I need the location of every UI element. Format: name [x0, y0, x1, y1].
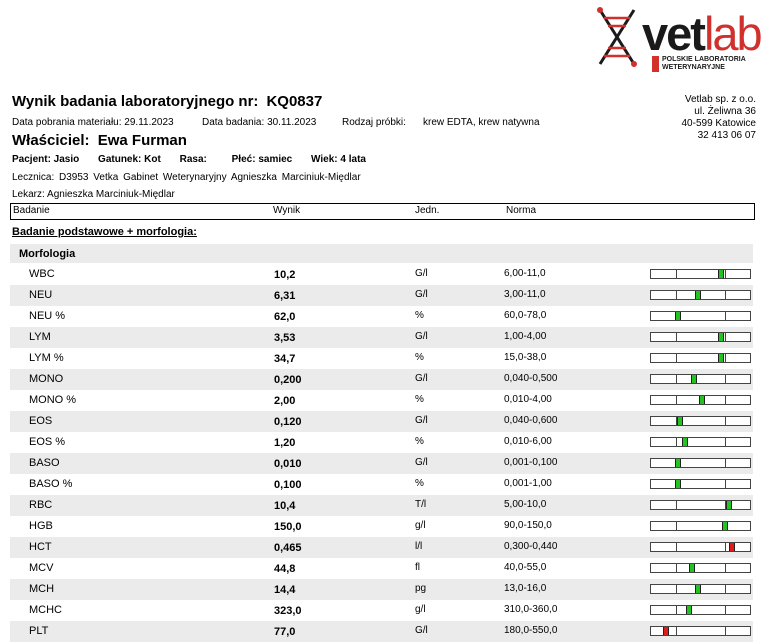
test-unit: fl [415, 562, 420, 573]
test-unit: % [415, 352, 424, 363]
logo-wordmark: vetlab [642, 7, 761, 60]
test-name: BASO [29, 457, 60, 469]
test-value: 0,100 [274, 479, 302, 491]
range-indicator [650, 626, 751, 636]
test-value: 2,00 [274, 395, 296, 407]
test-norm: 60,0-78,0 [504, 310, 547, 321]
result-marker [718, 333, 724, 341]
test-value: 0,465 [274, 542, 302, 554]
table-row [10, 600, 753, 621]
range-indicator [650, 311, 751, 321]
test-unit: G/l [415, 415, 428, 426]
test-unit: pg [415, 583, 427, 594]
test-norm: 6,00-11,0 [504, 268, 546, 279]
range-limit-tick [676, 585, 677, 593]
range-limit-tick [676, 291, 677, 299]
column-unit: Jedn. [415, 205, 440, 216]
report-title: Wynik badania laboratoryjnego nr: KQ0837 [12, 93, 323, 110]
owner-field: Właściciel: Ewa Furman [12, 132, 187, 149]
sample-type-label: Rodzaj próbki: [342, 117, 406, 128]
test-unit: % [415, 310, 424, 321]
range-limit-tick [676, 543, 677, 551]
test-name: HGB [29, 520, 53, 532]
test-value: 34,7 [274, 353, 296, 365]
test-unit: g/l [415, 604, 426, 615]
test-norm: 180,0-550,0 [504, 625, 558, 636]
test-name: PLT [29, 625, 49, 637]
range-indicator [650, 542, 751, 552]
range-indicator [650, 437, 751, 447]
test-norm: 0,300-0,440 [504, 541, 558, 552]
range-limit-tick [725, 627, 726, 635]
test-name: EOS % [29, 436, 66, 448]
range-indicator [650, 521, 751, 531]
table-row [10, 453, 753, 474]
patient-species: Gatunek: Kot [98, 154, 161, 165]
test-unit: G/l [415, 331, 428, 342]
range-limit-tick [725, 585, 726, 593]
test-value: 3,53 [274, 332, 296, 344]
test-unit: G/l [415, 289, 428, 300]
result-marker [722, 522, 728, 530]
test-norm: 40,0-55,0 [504, 562, 547, 573]
group-header: Morfologia [10, 244, 753, 263]
range-limit-tick [676, 438, 677, 446]
test-norm: 0,001-1,00 [504, 478, 552, 489]
range-limit-tick [676, 333, 677, 341]
result-marker [695, 585, 701, 593]
table-row [10, 285, 753, 306]
test-unit: % [415, 436, 424, 447]
range-limit-tick [725, 333, 726, 341]
test-norm: 0,010-4,00 [504, 394, 552, 405]
test-unit: G/l [415, 268, 428, 279]
table-row [10, 348, 753, 369]
test-name: MONO [29, 373, 64, 385]
test-name: RBC [29, 499, 53, 511]
patient-info [12, 154, 382, 165]
result-marker [718, 270, 724, 278]
table-row [10, 558, 753, 579]
test-value: 44,8 [274, 563, 296, 575]
result-marker [675, 459, 681, 467]
result-marker [682, 438, 688, 446]
range-limit-tick [725, 417, 726, 425]
range-indicator [650, 479, 751, 489]
table-row [10, 411, 753, 432]
table-row [10, 306, 753, 327]
range-limit-tick [676, 375, 677, 383]
table-row [10, 474, 753, 495]
table-row [10, 264, 753, 285]
result-marker [691, 375, 697, 383]
range-indicator [650, 374, 751, 384]
test-value: 0,010 [274, 458, 302, 470]
result-marker [729, 543, 735, 551]
range-limit-tick [725, 396, 726, 404]
test-name: MCHC [29, 604, 62, 616]
range-limit-tick [725, 606, 726, 614]
range-indicator [650, 395, 751, 405]
result-marker [689, 564, 695, 572]
result-marker [675, 480, 681, 488]
test-value: 323,0 [274, 605, 302, 617]
patient-age: Wiek: 4 lata [311, 154, 366, 165]
range-limit-tick [725, 375, 726, 383]
range-indicator [650, 332, 751, 342]
result-marker [726, 501, 732, 509]
table-row [10, 327, 753, 348]
test-norm: 15,0-38,0 [504, 352, 547, 363]
range-limit-tick [676, 606, 677, 614]
range-limit-tick [676, 396, 677, 404]
test-name: LYM % [29, 352, 64, 364]
test-value: 62,0 [274, 311, 296, 323]
test-unit: % [415, 394, 424, 405]
section-title: Badanie podstawowe + morfologia: [12, 226, 197, 238]
collection-date-field: Data pobrania materiału: 29.11.2023 [12, 117, 174, 128]
result-marker [663, 627, 669, 635]
result-marker [695, 291, 701, 299]
test-value: 10,2 [274, 269, 296, 281]
result-marker [675, 312, 681, 320]
column-test: Badanie [13, 205, 50, 216]
test-name: NEU [29, 289, 53, 301]
test-norm: 13,0-16,0 [504, 583, 547, 594]
test-name: WBC [29, 268, 55, 280]
range-limit-tick [676, 627, 677, 635]
test-name: MONO % [29, 394, 77, 406]
test-value: 14,4 [274, 584, 296, 596]
range-limit-tick [725, 438, 726, 446]
test-name: EOS [29, 415, 53, 427]
range-limit-tick [676, 522, 677, 530]
range-indicator [650, 458, 751, 468]
result-marker [686, 606, 692, 614]
company-address: Vetlab sp. z o.o. ul. Żeliwna 36 40-599 Katowice 32 413 06 07 [681, 94, 756, 141]
test-norm: 0,001-0,100 [504, 457, 558, 468]
dna-helix-icon [594, 6, 642, 68]
test-unit: G/l [415, 457, 428, 468]
range-limit-tick [725, 459, 726, 467]
test-unit: T/l [415, 499, 427, 510]
table-row [10, 432, 753, 453]
report-number: KQ0837 [266, 93, 323, 110]
range-limit-tick [676, 354, 677, 362]
table-row [10, 621, 753, 642]
range-limit-tick [676, 270, 677, 278]
test-unit: % [415, 478, 424, 489]
test-norm: 1,00-4,00 [504, 331, 547, 342]
test-value: 150,0 [274, 521, 302, 533]
table-row [10, 516, 753, 537]
range-limit-tick [725, 480, 726, 488]
test-norm: 90,0-150,0 [504, 520, 552, 531]
exam-date-field: Data badania: 30.11.2023 [202, 117, 317, 128]
test-norm: 0,040-0,500 [504, 373, 558, 384]
range-limit-tick [725, 312, 726, 320]
test-unit: G/l [415, 373, 428, 384]
test-norm: 3,00-11,0 [504, 289, 546, 300]
range-limit-tick [725, 354, 726, 362]
test-name: LYM [29, 331, 51, 343]
test-unit: l/l [415, 541, 423, 552]
test-value: 10,4 [274, 500, 296, 512]
range-indicator [650, 353, 751, 363]
patient-name: Pacjent: Jasio [12, 154, 80, 165]
column-result: Wynik [273, 205, 301, 216]
sample-type-value: krew EDTA, krew natywna [423, 117, 540, 128]
result-marker [718, 354, 724, 362]
range-limit-tick [725, 564, 726, 572]
table-row [10, 495, 753, 516]
range-limit-tick [725, 270, 726, 278]
test-value: 1,20 [274, 437, 296, 449]
range-indicator [650, 269, 751, 279]
test-unit: G/l [415, 625, 428, 636]
range-limit-tick [676, 564, 677, 572]
clinic-field: Lecznica: D3953 Vetka Gabinet Weterynaryjny Agnieszka Marciniuk-Międlar [12, 172, 361, 183]
table-row [10, 369, 753, 390]
test-norm: 0,010-6,00 [504, 436, 552, 447]
test-value: 0,120 [274, 416, 302, 428]
doctor-field: Lekarz: Agnieszka Marciniuk-Międlar [12, 189, 175, 200]
result-marker [677, 417, 683, 425]
logo-subtitle: POLSKIE LABORATORIA WETERYNARYJNE [652, 56, 746, 72]
patient-sex: Płeć: samiec [231, 154, 293, 165]
test-norm: 0,040-0,600 [504, 415, 558, 426]
table-row [10, 390, 753, 411]
range-limit-tick [725, 543, 726, 551]
test-norm: 310,0-360,0 [504, 604, 558, 615]
test-name: MCV [29, 562, 54, 574]
result-marker [699, 396, 705, 404]
range-indicator [650, 500, 751, 510]
results-table-header [10, 203, 755, 220]
test-name: BASO % [29, 478, 73, 490]
test-value: 6,31 [274, 290, 296, 302]
column-norm: Norma [506, 205, 537, 216]
table-row [10, 579, 753, 600]
vetlab-logo [594, 6, 760, 72]
range-indicator [650, 563, 751, 573]
range-limit-tick [676, 501, 677, 509]
range-limit-tick [725, 291, 726, 299]
patient-breed: Rasa: [179, 154, 207, 165]
test-unit: g/l [415, 520, 426, 531]
test-name: NEU % [29, 310, 66, 322]
test-name: MCH [29, 583, 55, 595]
range-indicator [650, 416, 751, 426]
range-indicator [650, 290, 751, 300]
range-indicator [650, 584, 751, 594]
test-norm: 5,00-10,0 [504, 499, 547, 510]
table-row [10, 537, 753, 558]
test-value: 77,0 [274, 626, 296, 638]
test-name: HCT [29, 541, 52, 553]
test-value: 0,200 [274, 374, 302, 386]
range-indicator [650, 605, 751, 615]
